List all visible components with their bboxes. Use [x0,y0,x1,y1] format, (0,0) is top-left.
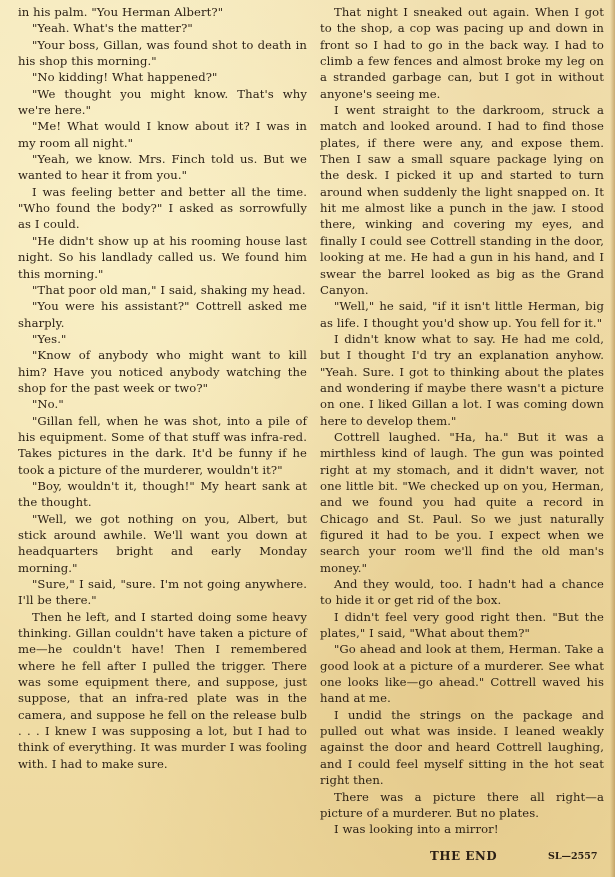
paragraph: Cottrell laughed. "Ha, ha." But it was a mirthless kind of laugh. The gun was pointed right at my stomach, and it didn't waver, not one little bit. "We checked up on you, Herman, and we found you had quite a record in Chicago and St. Paul. So we just naturally figured it had to be you. I expect when we search your room we'll find the old man's money." [320,429,604,575]
paragraph: "Yes." [32,331,67,346]
paragraph: in his palm. "You Herman Albert?" [18,5,224,19]
paragraph: "No." [32,397,64,412]
paragraph: I was looking into a mirror! [334,822,499,837]
paragraph: I was feeling better and better all the time. "Who found the body?" I asked as sorrowfully as I could. [18,184,307,232]
paragraph: Then he left, and I started doing some heavy thinking. Gillan couldn't have taken a picture of me—he couldn't have! Then I remembered where he fell after I pulled the trigger. There was some equipment there, and suppose, just suppose, that an infra-red plate was in the camera, and suppose he fell on the release bulb . . . I knew I was supposing a lot, but I had to think of everything. It was murder I was fooling with. I had to make sure. [18,609,307,771]
paragraph: "Your boss, Gillan, was found shot to death in his shop this morning." [18,37,307,69]
page-code: SL—2557 [548,851,598,862]
paragraph: "You were his assistant?" Cottrell asked me sharply. [18,299,307,330]
paragraph: I went straight to the darkroom, struck a match and looked around. I had to find those plates, if there were any, and expose them. Then I saw a small square package lying on the desk. I picked it up and started to turn around when suddenly the light snapped on. It hit me almost like a punch in the jaw. I stood there, winking and covering my eyes, and finally I could see Cottrell standing in the door, looking at me. He had a gun in his hand, and I swear the barrel looked as big as the Grand Canyon. [320,103,604,297]
paragraph: "Gillan fell, when he was shot, into a pile of his equipment. Some of that stuff was infra-red. Takes pictures in the dark. It'd be funny if he took a picture of the murderer, wouldn't it?" [18,413,307,477]
paragraph: "No kidding! What happened?" [32,70,218,85]
left-text-column [18,4,307,772]
paragraph: "Well," he said, "if it isn't little Herman, big as life. I thought you'd show up. You fell for it." [320,299,604,330]
paragraph: "Well, we got nothing on you, Albert, but stick around awhile. We'll want you down at headquarters bright and early Monday morning." [18,511,307,575]
page-edge-shadow [610,0,615,877]
paragraph: "Boy, wouldn't it, though!" My heart sank at the thought. [18,478,307,510]
paragraph: "Sure," I said, "sure. I'm not going anywhere. I'll be there." [18,577,307,608]
right-text-column [320,4,604,838]
paragraph: I didn't know what to say. He had me cold, but I thought I'd try an explanation anyhow. "Yeah. Sure. I got to thinking about the plates and wondering if maybe there wasn't a picture on one. I liked Gillan a lot. I was coming down here to develop them." [320,331,604,428]
paragraph: "We thought you might know. That's why we're here." [18,86,307,118]
the-end-label: THE END [430,849,498,863]
paragraph: "Yeah. What's the matter?" [32,21,193,36]
paragraph: "That poor old man," I said, shaking my head. [32,282,306,297]
paragraph: That night I sneaked out again. When I got to the shop, a cop was pacing up and down in front so I had to go in the back way. I had to climb a few fences and almost broke my leg on a stranded garbage can, but I got in without anyone's seeing me. [320,5,604,101]
paragraph: "He didn't show up at his rooming house last night. So his landlady called us. We found him this morning." [18,233,307,281]
paragraph: I didn't feel very good right then. "But the plates," I said, "What about them?" [320,609,604,641]
paragraph: I undid the strings on the package and pulled out what was inside. I leaned weakly against the door and heard Cottrell laughing, and I could feel myself sitting in the hot seat right then. [320,707,604,788]
paragraph: And they would, too. I hadn't had a chance to hide it or get rid of the box. [320,577,604,608]
paragraph: "Me! What would I know about it? I was in my room all night." [18,119,307,150]
paragraph: There was a picture there all right—a picture of a murderer. But no plates. [320,789,604,820]
paragraph: "Know of anybody who might want to kill him? Have you noticed anybody watching the shop for the past week or two?" [18,348,307,395]
paragraph: "Go ahead and look at them, Herman. Take a good look at a picture of a murderer. See what one looks like—go ahead." Cottrell waved his hand at me. [320,642,604,706]
paragraph: "Yeah, we know. Mrs. Finch told us. But we wanted to hear it from you." [18,152,307,183]
